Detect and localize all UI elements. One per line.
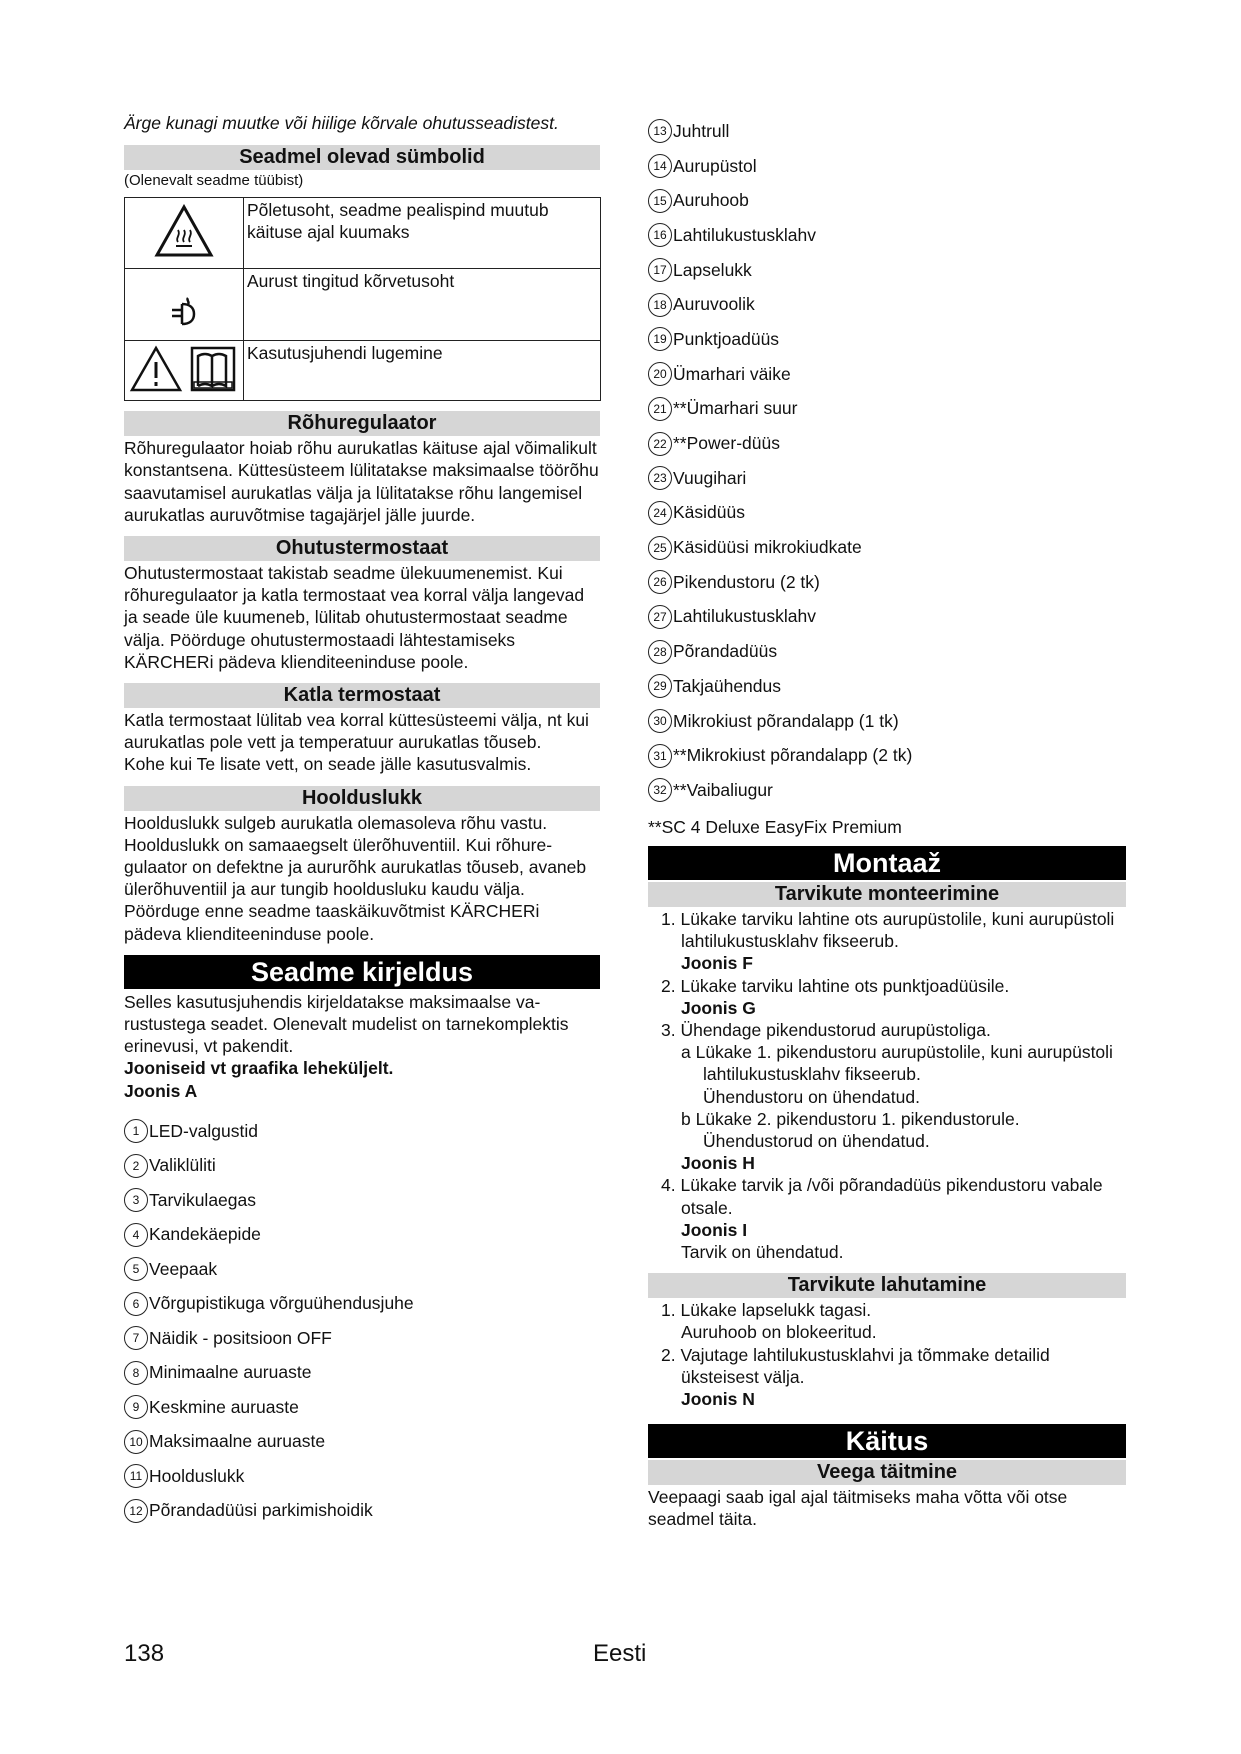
boiler-thermostat-text: Katla termostaat lülitab vea korral küttesüsteemi välja, nt kui aurukatlas pole vett ja temperatuur aurukatlas tõuseb.	[124, 710, 589, 753]
attach-steps	[648, 908, 1126, 1263]
result: Ühendustoru on ühendatud.	[703, 1086, 920, 1107]
item-label: Takjaühendus	[673, 675, 781, 696]
item-number: 23	[648, 466, 672, 490]
list-item	[648, 496, 1126, 531]
boiler-thermostat-note: Kohe kui Te lisate vett, on seade jälle kasutusvalmis.	[124, 754, 532, 775]
item-number: 26	[648, 570, 672, 594]
steam-hand-icon	[125, 269, 244, 341]
water-filling-heading: Veega täitmine	[648, 1460, 1126, 1485]
list-item	[648, 738, 1126, 773]
symbol-text: Aurust tingitud kõrvetusoht	[244, 269, 601, 341]
item-number: 16	[648, 223, 672, 247]
list-item	[648, 392, 1126, 427]
list-item	[648, 149, 1126, 184]
list-item	[124, 1252, 600, 1287]
symbols-table	[124, 197, 601, 401]
item-number: 30	[648, 709, 672, 733]
list-item	[124, 1286, 600, 1321]
item-label: Punktjoadüüs	[673, 328, 780, 349]
item-number: 12	[124, 1499, 148, 1523]
item-label: Lahtilukustusklahv	[673, 606, 816, 627]
list-item	[124, 1390, 600, 1425]
item-number: 22	[648, 432, 672, 456]
item-number: 11	[124, 1464, 148, 1488]
item-number: 28	[648, 640, 672, 664]
substep: b Lükake 2. pikendustoru 1. pikendustorule.	[681, 1108, 1020, 1129]
item-label: Käsidüüsi mikrokiudkate	[673, 537, 862, 558]
item-number: 19	[648, 327, 672, 351]
device-description-text: Selles kasutusjuhendis kirjeldatakse maksimaalse varustustega seadet. Olenevalt mudelist on tarnekomplektis erinevusi, vt pakendit.	[124, 991, 569, 1057]
figures-reference: Jooniseid vt graafika leheküljelt.	[124, 1058, 394, 1079]
item-label: LED-valgustid	[149, 1120, 258, 1141]
step: 2. Lükake tarviku lahtine ots punktjoadüüsile.	[661, 975, 1010, 996]
item-number: 21	[648, 397, 672, 421]
item-label: Käsidüüs	[673, 502, 745, 523]
item-label: Auruvoolik	[673, 294, 755, 315]
symbol-row	[125, 341, 601, 401]
symbol-text: Põletusoht, seadme pealispind muutub käituse ajal kuumaks	[244, 198, 601, 269]
item-label: Lahtilukustusklahv	[673, 224, 816, 245]
list-item	[124, 1114, 600, 1149]
step: 1. Lükake lapselukk tagasi.	[661, 1300, 872, 1321]
assembly-heading: Montaaž	[648, 846, 1126, 880]
water-filling-text: Veepaagi saab igal ajal täitmiseks maha võtta või otse seadmel täita.	[648, 1487, 1068, 1530]
item-label: Vuugihari	[673, 467, 747, 488]
item-label: Võrgupistikuga võrguühendusjuhe	[149, 1293, 414, 1314]
figure-ref: Joonis H	[681, 1153, 755, 1174]
list-item	[124, 1321, 600, 1356]
step: 1. Lükake tarviku lahtine ots aurupüstolile, kuni aurupüstoli lahtilukustusklahv fikseerub.	[661, 908, 1115, 952]
list-item	[124, 1217, 600, 1252]
step: 3. Ühendage pikendustorud aurupüstoliga.	[661, 1019, 991, 1040]
list-item	[648, 704, 1126, 739]
item-label: Ümarhari väike	[673, 363, 791, 384]
figure-ref: Joonis G	[681, 997, 756, 1018]
item-number: 14	[648, 154, 672, 178]
item-number: 29	[648, 674, 672, 698]
item-number: 20	[648, 362, 672, 386]
item-label: **Vaibaliugur	[673, 779, 773, 800]
item-label: **Mikrokiust põrandalapp (2 tk)	[673, 745, 913, 766]
detach-accessories-heading: Tarvikute lahutamine	[648, 1273, 1126, 1298]
hot-surface-warning-icon	[125, 198, 244, 269]
step: 4. Lükake tarvik ja /või põrandadüüs pikendustoru vabale otsale.	[661, 1175, 1103, 1218]
item-number: 13	[648, 119, 672, 143]
symbol-row	[125, 198, 601, 269]
figure-a-label: Joonis A	[124, 1080, 198, 1101]
item-number: 7	[124, 1326, 148, 1350]
pressure-regulator-heading: Rõhuregulaator	[124, 411, 600, 436]
page-number: 138	[124, 1640, 165, 1667]
list-item	[648, 183, 1126, 218]
symbol-text: Kasutusjuhendi lugemine	[244, 341, 601, 401]
item-label: Aurupüstol	[673, 155, 757, 176]
item-number: 4	[124, 1223, 148, 1247]
parts-list-left	[124, 1114, 600, 1528]
list-item	[124, 1183, 600, 1218]
list-item	[124, 1493, 600, 1528]
boiler-thermostat-heading: Katla termostaat	[124, 683, 600, 708]
item-number: 31	[648, 744, 672, 768]
item-number: 10	[124, 1430, 148, 1454]
item-number: 8	[124, 1361, 148, 1385]
item-number: 6	[124, 1292, 148, 1316]
list-item	[648, 600, 1126, 635]
item-label: Auruhoob	[673, 190, 749, 211]
item-number: 1	[124, 1119, 148, 1143]
maintenance-lock-text: Hoolduslukk sulgeb aurukatla olemasoleva rõhu vastu. Hoolduslukk on samaaegselt ülerõhuventiil. Kui rõhuregulaator on defektne ja aururõhk aurukatlas tõuseb, avaneb ülerõhuventiil ja aur tungib hooldusluku kaudu välja.	[124, 812, 587, 900]
list-item	[124, 1459, 600, 1494]
list-item	[648, 357, 1126, 392]
list-item	[648, 322, 1126, 357]
item-label: Mikrokiust põrandalapp (1 tk)	[673, 710, 899, 731]
item-number: 3	[124, 1188, 148, 1212]
pressure-regulator-text: Rõhuregulaator hoiab rõhu aurukatlas käituse ajal võimalikult konstantsena. Küttesüsteem lülitatakse maksimaalse töörõhu saavutamisel aurukatlas välja ja lülitatakse rõhu langemisel aurukatlas auruvõtmise tagajärjel jälle juurde.	[124, 438, 599, 525]
item-label: Näidik - positsioon OFF	[149, 1327, 332, 1348]
figure-ref: Joonis N	[681, 1389, 755, 1410]
list-item	[648, 461, 1126, 496]
device-description-heading: Seadme kirjeldus	[124, 955, 600, 989]
item-number: 24	[648, 501, 672, 525]
item-label: Pikendustoru (2 tk)	[673, 571, 820, 592]
list-item	[124, 1148, 600, 1183]
item-label: Kandekäepide	[149, 1224, 261, 1245]
item-label: **Power-düüs	[673, 433, 780, 454]
item-label: Hoolduslukk	[149, 1465, 245, 1486]
attach-accessories-heading: Tarvikute monteerimine	[648, 882, 1126, 907]
safety-thermostat-heading: Ohutustermostaat	[124, 536, 600, 561]
list-item	[648, 114, 1126, 149]
safety-intro: Ärge kunagi muutke või hiilige kõrvale ohutusseadistest.	[124, 113, 559, 133]
list-item	[124, 1424, 600, 1459]
language-label: Eesti	[593, 1640, 647, 1667]
item-number: 5	[124, 1257, 148, 1281]
symbol-row	[125, 269, 601, 341]
item-label: Maksimaalne auruaste	[149, 1431, 326, 1452]
substep: a Lükake 1. pikendustoru aurupüstolile, kuni aurupüstoli lahtilukustusklahv fikseerub.	[681, 1042, 1113, 1085]
result: Auruhoob on blokeeritud.	[681, 1322, 877, 1343]
parts-list-right	[648, 114, 1126, 808]
symbols-note: (Olenevalt seadme tüübist)	[124, 172, 304, 190]
list-item	[124, 1355, 600, 1390]
left-column	[124, 112, 600, 1528]
step: 2. Vajutage lahtilukustusklahvi ja tõmmake detailid üksteisest välja.	[661, 1344, 1050, 1387]
item-number: 2	[124, 1154, 148, 1178]
result: Tarvik on ühendatud.	[681, 1242, 844, 1262]
item-number: 15	[648, 189, 672, 213]
symbols-heading: Seadmel olevad sümbolid	[124, 145, 600, 170]
item-label: Põrandadüüs	[673, 641, 778, 662]
item-number: 17	[648, 258, 672, 282]
item-number: 25	[648, 536, 672, 560]
item-number: 32	[648, 778, 672, 802]
item-label: Veepaak	[149, 1258, 218, 1279]
item-label: Juhtrull	[673, 120, 730, 141]
item-number: 18	[648, 293, 672, 317]
list-item	[648, 426, 1126, 461]
right-column	[648, 114, 1126, 1531]
detach-steps	[648, 1299, 1126, 1410]
list-item	[648, 773, 1126, 808]
footnote: **SC 4 Deluxe EasyFix Premium	[648, 816, 902, 837]
result: Ühendustorud on ühendatud.	[703, 1130, 930, 1151]
item-number: 9	[124, 1395, 148, 1419]
item-label: Keskmine auruaste	[149, 1396, 299, 1417]
item-label: Põrandadüüsi parkimishoidik	[149, 1500, 373, 1521]
item-label: Lapselukk	[673, 259, 752, 280]
list-item	[648, 253, 1126, 288]
item-label: Valiklüliti	[149, 1155, 216, 1176]
read-manual-icon	[125, 341, 244, 401]
list-item	[648, 565, 1126, 600]
list-item	[648, 634, 1126, 669]
maintenance-lock-note: Pöörduge enne seadme taaskäikuvõtmist KÄRCHERi pädeva klienditeeninduse poole.	[124, 901, 540, 944]
list-item	[648, 287, 1126, 322]
figure-ref: Joonis F	[681, 953, 753, 974]
item-label: **Ümarhari suur	[673, 398, 798, 419]
list-item	[648, 669, 1126, 704]
item-number: 27	[648, 605, 672, 629]
item-label: Minimaalne auruaste	[149, 1362, 312, 1383]
list-item	[648, 218, 1126, 253]
item-label: Tarvikulaegas	[149, 1189, 256, 1210]
safety-thermostat-text: Ohutustermostaat takistab seadme ülekuumenemist. Kui rõhuregulaator ja katla termostaat vea korral välja langevad ja seade üle kuumeneb, lülitab ohutustermostaat seadme välja. Pöörduge ohutustermostaadi lähtestamiseks KÄRCHERi pädeva klienditeeninduse poole.	[124, 563, 585, 672]
list-item	[648, 530, 1126, 565]
operation-heading: Käitus	[648, 1424, 1126, 1458]
figure-ref: Joonis I	[681, 1219, 748, 1240]
maintenance-lock-heading: Hoolduslukk	[124, 786, 600, 811]
